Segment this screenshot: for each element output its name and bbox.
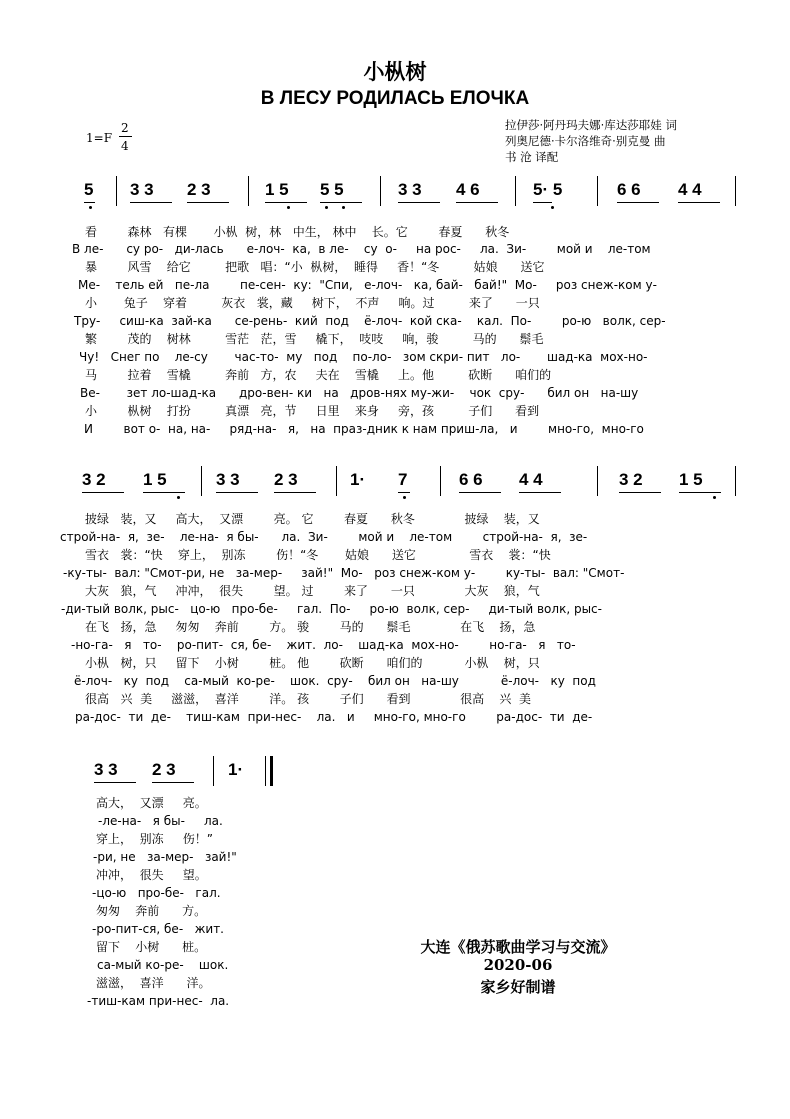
song-title-chinese: 小枞树 [363, 59, 427, 84]
beam-line [456, 202, 498, 203]
note-group: 1 5 [265, 180, 289, 199]
lyric-line-cn: 小 枞树 打扮 真漂 亮，节 日里 来身 旁，孩 子们 看到 [85, 404, 540, 418]
final-barline [270, 756, 273, 786]
song-title-russian: В ЛЕСУ РОДИЛАСЬ ЕЛОЧКА [260, 88, 530, 109]
note-group: 5 5 [320, 180, 344, 199]
barline [597, 176, 598, 206]
lyric-line-ru: строй-на- я, зе- ле-на- я бы- ла. Зи- мой и ле-том строй-на- я, зе- [60, 530, 588, 544]
lyric-line-cn: 繁 茂的 树林 雪茫 茫，雪 橇下， 吱吱 响，骏 马的 鬃毛 [85, 332, 544, 346]
beam-line [143, 492, 185, 493]
barline [440, 466, 441, 496]
note-group: 6 6 [617, 180, 641, 199]
octave-dot [177, 496, 180, 499]
lyric-line-ru: -ку-ты- вал: "Смот-ри, не за-мер- зай!" Мо- роз снеж-ком у- ку-ты- вал: "Смот- [63, 566, 625, 580]
note-group: 2 3 [274, 470, 298, 489]
lyric-line-ru: ра-дос- ти де- тиш-кам при-нес- ла. и мно-го, мно-го ра-дос- ти де- [75, 710, 593, 724]
lyric-line-ru: ё-лоч- ку под са-мый ко-ре- шок. сру- бил он на-шу ё-лоч- ку под [74, 674, 596, 688]
note-group: 3 3 [94, 760, 118, 779]
credit-translator: 书 沧 译配 [505, 150, 559, 164]
note-group: 7 [398, 470, 408, 489]
beam-line [216, 492, 258, 493]
barline [597, 466, 598, 496]
note-group: 1· [228, 760, 244, 779]
beam-line [130, 202, 172, 203]
lyric-line-cn: 大灰 狼，气 冲冲， 很失 望。 过 来了 一只 大灰 狼，气 [85, 584, 540, 598]
beam-line [619, 492, 661, 493]
credit-lyricist: 拉伊莎·阿丹玛夫娜·库达莎耶娃 词 [505, 118, 677, 132]
lyric-line-cn: 冲冲， 很失 望。 [96, 868, 207, 882]
note-group: 4 4 [519, 470, 543, 489]
beam-line [82, 492, 124, 493]
time-signature-bottom: 4 [121, 139, 129, 153]
lyric-line-cn: 很高 兴 美 滋滋， 喜洋 洋。 孩 子们 看到 很高 兴 美 [85, 692, 531, 706]
beam-line [94, 782, 136, 783]
beam-line [679, 492, 721, 493]
beam-line [678, 202, 720, 203]
note-group: 3 3 [130, 180, 154, 199]
lyric-line-ru: Тру- сиш-ка зай-ка се-рень- кий под ё-лоч- кой ска- кал. По- ро-ю волк, сер- [74, 314, 666, 328]
barline [380, 176, 381, 206]
note-group: 1 5 [143, 470, 167, 489]
lyric-line-cn: 滋滋， 喜洋 洋。 [96, 976, 211, 990]
note-group: 6 6 [459, 470, 483, 489]
beam-line [533, 202, 552, 203]
beam-line [398, 492, 410, 493]
barline [116, 176, 117, 206]
lyric-line-cn: 看 森林 有棵 小枞 树，林 中生， 林中 长。它 春夏 秋冬 [85, 225, 510, 239]
note-group: 5· 5 [533, 180, 563, 199]
lyric-line-cn: 高大， 又漂 亮。 [96, 796, 207, 810]
beam-line [187, 202, 229, 203]
credit-composer: 列奥尼德·卡尔洛维奇·别克曼 曲 [505, 134, 666, 148]
lyric-line-cn: 留下 小树 桩。 [96, 940, 207, 954]
beam-line [459, 492, 501, 493]
beam-line [398, 202, 440, 203]
octave-dot [713, 496, 716, 499]
lyric-line-cn: 马 拉着 雪橇 奔前 方，农 夫在 雪橇 上。他 砍断 咱们的 [85, 368, 552, 382]
note-group: 4 4 [678, 180, 702, 199]
footer-date: 2020-06 [483, 956, 553, 974]
lyric-line-ru: Ме- тель ей пе-ла пе-сен- ку: "Спи, е-лоч- ка, бай- бай!" Мо- роз снеж-ком у- [78, 278, 657, 292]
lyric-line-ru: -тиш-кам при-нес- ла. [87, 994, 230, 1008]
barline [213, 756, 214, 786]
note-group: 2 3 [152, 760, 176, 779]
note-group: 3 3 [398, 180, 422, 199]
beam-line [617, 202, 659, 203]
beam-line [519, 492, 561, 493]
lyric-line-ru: Ве- зет ло-шад-ка дро-вен- ки на дров-нях му-жи- чок сру- бил он на-шу [80, 386, 639, 400]
barline [735, 466, 736, 496]
lyric-line-ru: И вот о- на, на- ряд-на- я, на праз-дник к нам приш-ла, и мно-го, мно-го [84, 422, 644, 436]
barline [336, 466, 337, 496]
time-signature-top: 2 [121, 121, 129, 135]
octave-dot [342, 206, 345, 209]
octave-dot [89, 206, 92, 209]
beam-line [274, 492, 316, 493]
beam-line [265, 202, 307, 203]
lyric-line-cn: 匆匆 奔前 方。 [96, 904, 207, 918]
footer-maker: 家乡好制谱 [480, 978, 556, 996]
footer-source: 大连《俄苏歌曲学习与交流》 [420, 938, 616, 956]
lyric-line-cn: 在飞 扬，急 匆匆 奔前 方。 骏 马的 鬃毛 在飞 扬，急 [85, 620, 536, 634]
lyric-line-cn: 披绿 装，又 高大， 又漂 亮。 它 春夏 秋冬 披绿 装，又 [85, 512, 540, 526]
note-group: 3 2 [619, 470, 643, 489]
barline [201, 466, 202, 496]
lyric-line-ru: -ди-тый волк, рыс- цо-ю про-бе- гал. По- ро-ю волк, сер- ди-тый волк, рыс- [61, 602, 602, 616]
note-group: 4 6 [456, 180, 480, 199]
lyric-line-ru: -но-га- я то- ро-пит- ся, бе- жит. ло- шад-ка мох-но- но-га- я то- [71, 638, 576, 652]
lyric-line-ru: Чу! Снег по ле-су час-то- му под по-ло- зом скри- пит ло- шад-ка мох-но- [79, 350, 648, 364]
barline [735, 176, 736, 206]
octave-dot [551, 206, 554, 209]
lyric-line-cn: 雪衣 裳：“快 穿上， 别冻 伤！“冬 姑娘 送它 雪衣 裳：“快 [85, 548, 551, 562]
time-signature-divider [119, 136, 132, 137]
lyric-line-ru: -ри, не за-мер- зай!" [93, 850, 237, 864]
barline [265, 756, 266, 786]
note-group: 1 5 [679, 470, 703, 489]
barline [248, 176, 249, 206]
barline [515, 176, 516, 206]
octave-dot [325, 206, 328, 209]
lyric-line-ru: -ле-на- я бы- ла. [98, 814, 223, 828]
note-group: 5 [84, 180, 94, 199]
beam-line [84, 202, 95, 203]
lyric-line-cn: 小枞 树，只 留下 小树 桩。 他 砍断 咱们的 小枞 树，只 [85, 656, 540, 670]
beam-line [320, 202, 362, 203]
note-group: 3 3 [216, 470, 240, 489]
lyric-line-cn: 穿上， 别冻 伤！” [96, 832, 213, 846]
lyric-line-ru: -цо-ю про-бе- гал. [92, 886, 221, 900]
note-group: 1· [350, 470, 366, 489]
beam-line [152, 782, 194, 783]
note-group: 3 2 [82, 470, 106, 489]
note-group: 2 3 [187, 180, 211, 199]
key-signature: 1=F [86, 131, 113, 145]
lyric-line-cn: 小 兔子 穿着 灰衣 裳，藏 树下， 不声 响。过 来了 一只 [85, 296, 540, 310]
octave-dot [403, 496, 406, 499]
octave-dot [287, 206, 290, 209]
lyric-line-ru: са-мый ко-ре- шок. [97, 958, 229, 972]
lyric-line-ru: -ро-пит-ся, бе- жит. [92, 922, 224, 936]
lyric-line-ru: В ле- су ро- ди-лась е-лоч- ка, в ле- су о- на рос- ла. Зи- мой и ле-том [72, 242, 651, 256]
lyric-line-cn: 暴 风雪 给它 把歌 唱：“小 枞树， 睡得 香！“冬 姑娘 送它 [85, 260, 545, 274]
